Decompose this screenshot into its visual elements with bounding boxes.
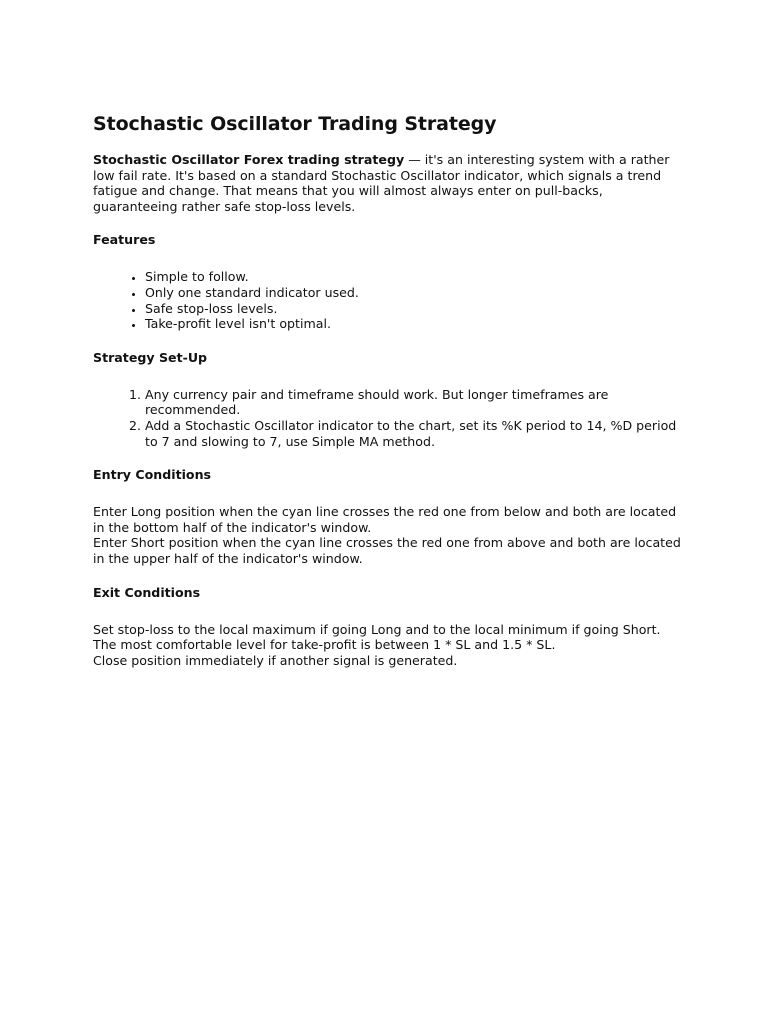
entry-conditions bbox=[93, 504, 683, 566]
intro-bold-lead: Stochastic Oscillator Forex trading strategy bbox=[93, 152, 405, 167]
list-item: • Safe stop-loss levels. bbox=[145, 301, 683, 317]
exit-line: The most comfortable level for take-profit is between 1 * SL and 1.5 * SL. bbox=[93, 637, 556, 653]
entry-line: Enter Long position when the cyan line crosses the red one from below and both are located in the bottom half of the indicator's window. bbox=[93, 504, 677, 535]
entry-heading: Entry Conditions bbox=[93, 467, 212, 483]
setup-list bbox=[93, 387, 683, 449]
exit-conditions bbox=[93, 622, 683, 669]
list-item: • Take-profit level isn't optimal. bbox=[145, 316, 683, 332]
intro-text: — it's an interesting system with a rather low fail rate. It's based on a standard Stochastic Oscillator indicator, which signals a trend fatigue and change. That means that you will almost always enter on pull-backs, guaranteeing rather safe stop-loss levels. bbox=[93, 152, 670, 214]
exit-line: Close position immediately if another signal is generated. bbox=[93, 652, 458, 668]
features-list bbox=[93, 269, 683, 331]
document-page bbox=[93, 110, 683, 668]
exit-heading: Exit Conditions bbox=[93, 584, 201, 600]
entry-line: Enter Short position when the cyan line crosses the red one from above and both are located in the upper half of the indicator's window. bbox=[93, 535, 681, 566]
exit-line: Set stop-loss to the local maximum if going Long and to the local minimum if going Short. bbox=[93, 621, 661, 637]
list-item: • Simple to follow. bbox=[145, 269, 683, 285]
page-title: Stochastic Oscillator Trading Strategy bbox=[93, 113, 497, 135]
list-item: 1. Any currency pair and timeframe should work. But longer timeframes are recommended. bbox=[145, 387, 683, 418]
setup-heading: Strategy Set-Up bbox=[93, 349, 208, 365]
features-heading: Features bbox=[93, 232, 156, 248]
intro-paragraph bbox=[93, 152, 683, 214]
list-item: • Only one standard indicator used. bbox=[145, 285, 683, 301]
list-item: 2. Add a Stochastic Oscillator indicator to the chart, set its %K period to 14, %D period to 7 and slowing to 7, use Simple MA method. bbox=[145, 418, 683, 449]
